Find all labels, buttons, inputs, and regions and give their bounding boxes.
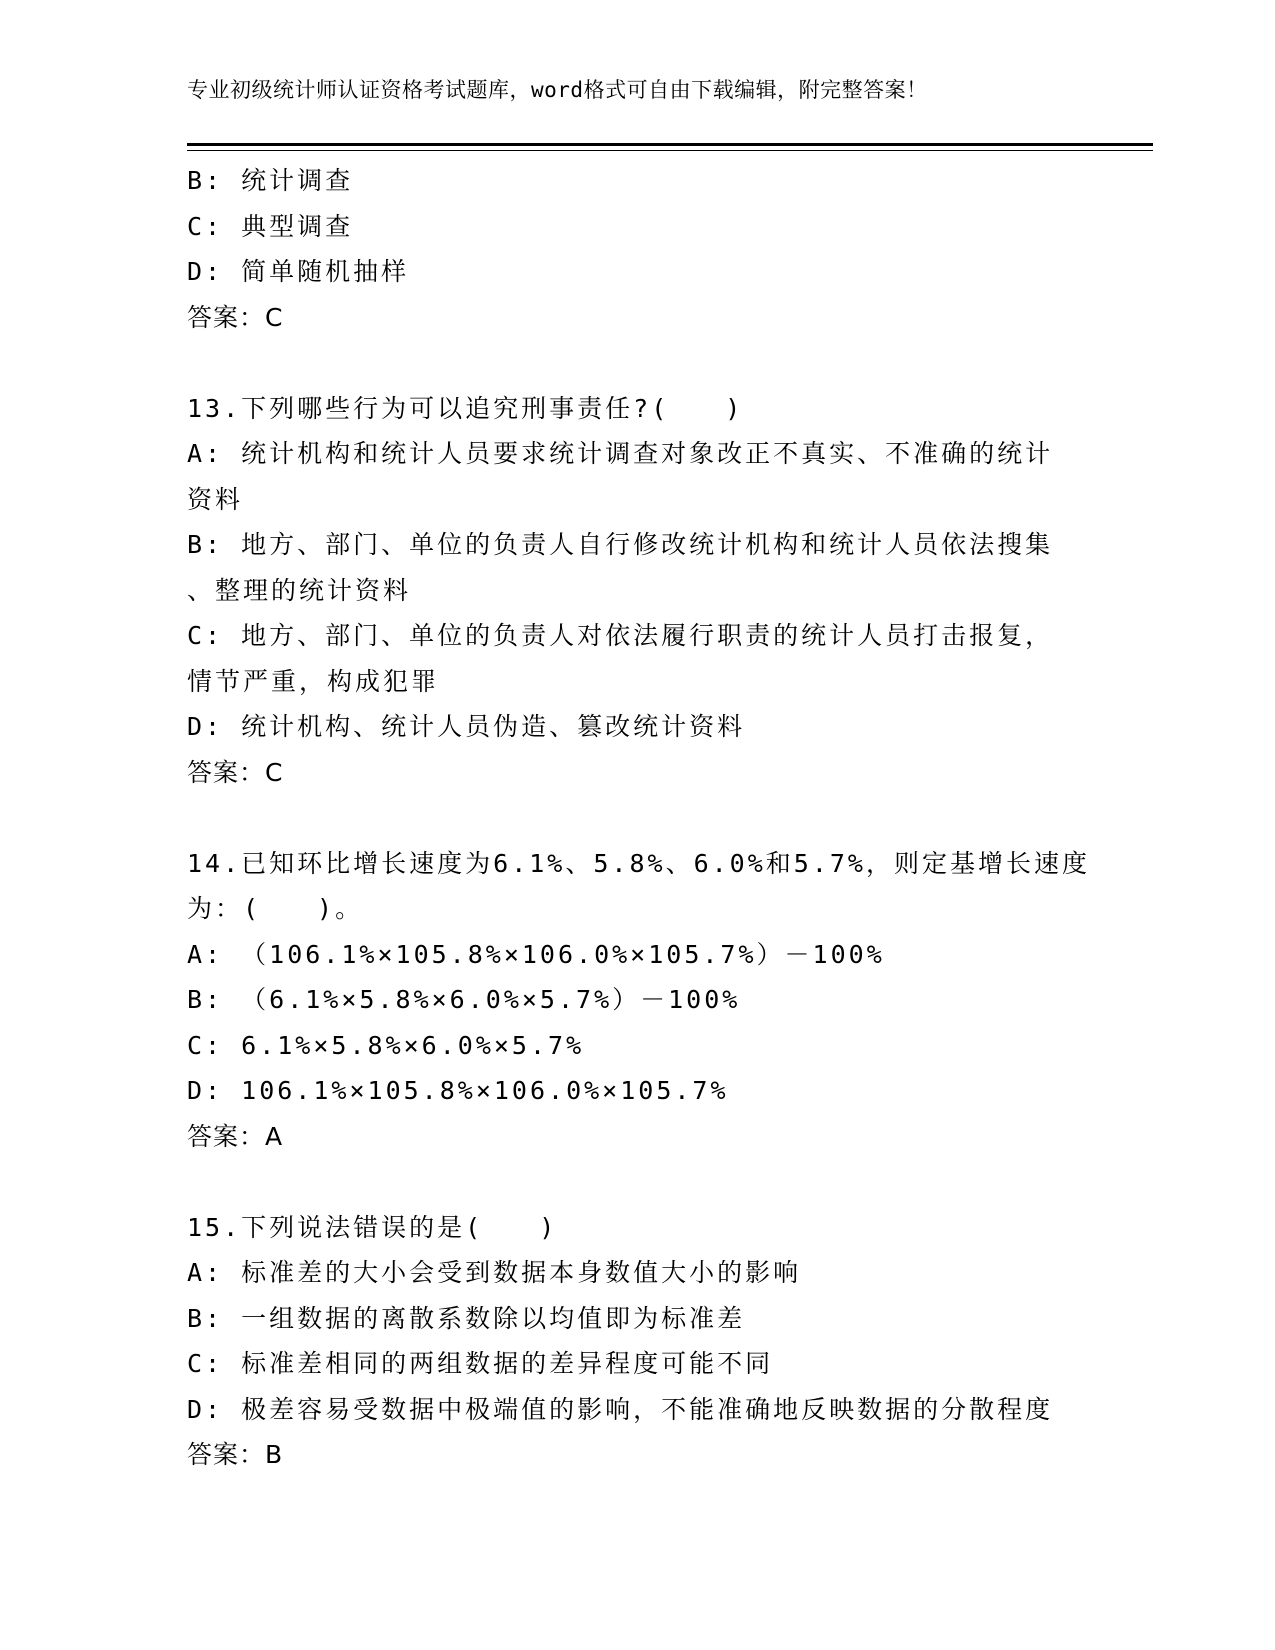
option-line: C: 标准差相同的两组数据的差异程度可能不同: [187, 1349, 774, 1378]
option-line: 资料: [187, 484, 244, 514]
option-line: D: 极差容易受数据中极端值的影响，不能准确地反映数据的分散程度: [187, 1394, 1054, 1424]
option-line: 、整理的统计资料: [187, 575, 412, 605]
page-header: 专业初级统计师认证资格考试题库，word格式可自由下载编辑，附完整答案！: [187, 78, 928, 102]
option-line: D: 106.1%×105.8%×106.0%×105.7%: [187, 1076, 729, 1105]
option-line: A: （106.1%×105.8%×106.0%×105.7%）－100%: [187, 939, 885, 969]
option-line: D: 简单随机抽样: [187, 257, 410, 286]
answer-line: 答案：A: [187, 1121, 284, 1151]
option-line: A: 标准差的大小会受到数据本身数值大小的影响: [187, 1258, 802, 1287]
answer-line: 答案：C: [187, 757, 284, 787]
continued-question: [187, 158, 1107, 340]
question-15: [187, 1205, 1107, 1478]
option-line: B: 一组数据的离散系数除以均值即为标准差: [187, 1303, 746, 1333]
question-stem: 13.下列哪些行为可以追究刑事责任?( ): [187, 393, 744, 423]
option-line: 情节严重，构成犯罪: [187, 666, 440, 696]
option-line: C: 6.1%×5.8%×6.0%×5.7%: [187, 1030, 585, 1060]
option-line: B: （6.1%×5.8%×6.0%×5.7%）－100%: [187, 985, 741, 1014]
question-13: [187, 386, 1107, 796]
header-divider-thick: [187, 143, 1153, 146]
question-14: [187, 841, 1107, 1160]
option-line: D: 统计机构、统计人员伪造、篡改统计资料: [187, 712, 746, 741]
answer-line: 答案：C: [187, 302, 284, 332]
option-line: A: 统计机构和统计人员要求统计调查对象改正不真实、不准确的统计: [187, 439, 1054, 468]
option-line: C: 地方、部门、单位的负责人对依法履行职责的统计人员打击报复，: [187, 621, 1054, 650]
option-line: B: 地方、部门、单位的负责人自行修改统计机构和统计人员依法搜集: [187, 530, 1054, 559]
option-line: B: 统计调查: [187, 166, 354, 195]
header-divider-thin: [187, 150, 1153, 151]
spacer: [187, 340, 1107, 386]
question-stem: 15.下列说法错误的是( ): [187, 1212, 558, 1242]
option-line: C: 典型调查: [187, 211, 354, 241]
spacer: [187, 795, 1107, 841]
answer-line: 答案：B: [187, 1440, 284, 1469]
question-stem: 14.已知环比增长速度为6.1%、5.8%、6.0%和5.7%，则定基增长速度: [187, 848, 1090, 878]
document-body: [187, 158, 1107, 1478]
question-stem: 为：( )。: [187, 894, 364, 923]
spacer: [187, 1159, 1107, 1205]
